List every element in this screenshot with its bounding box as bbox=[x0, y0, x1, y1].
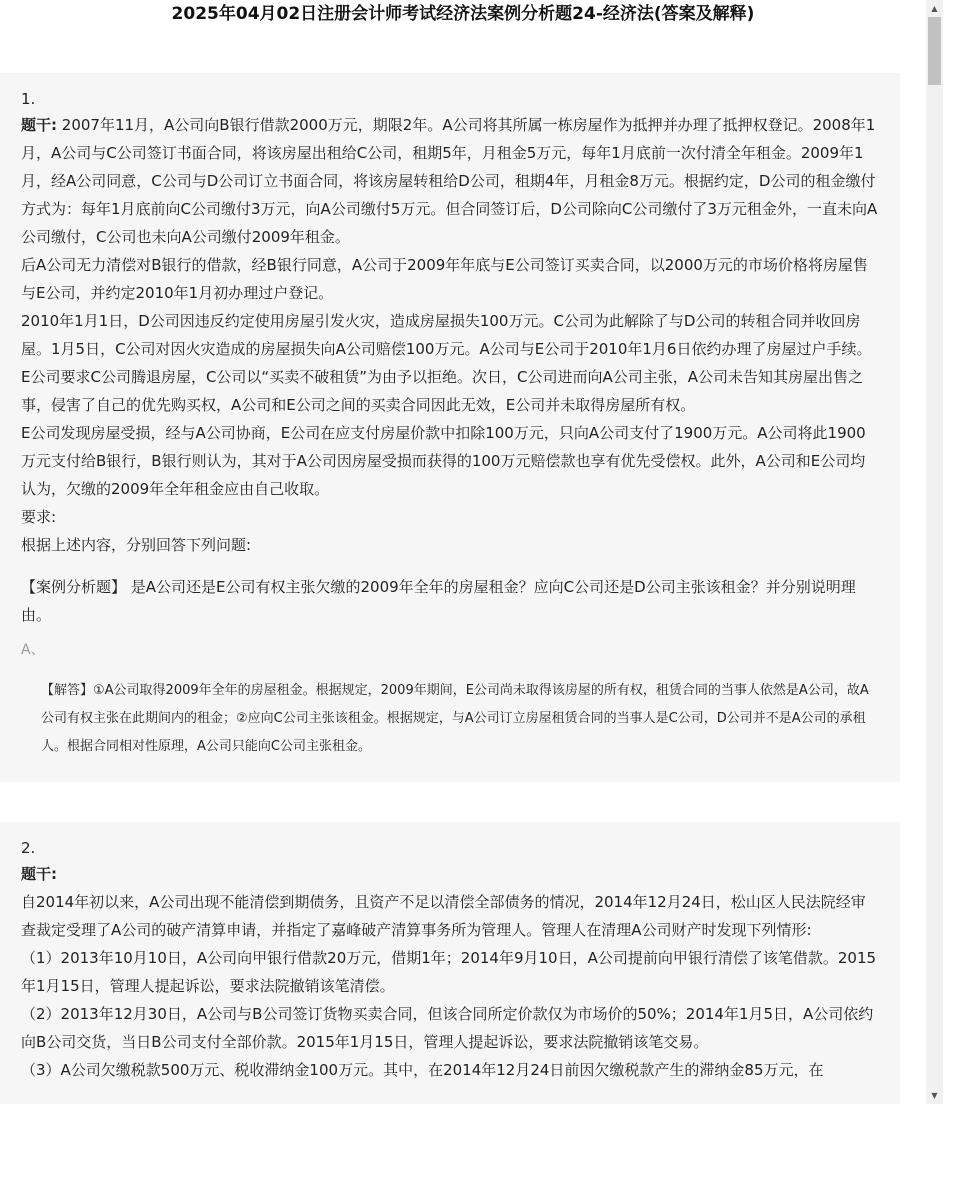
stem-paragraph-4: E公司发现房屋受损，经与A公司协商，E公司在应支付房屋价款中扣除100万元，只向A公司支付了1900万元。A公司将此1900万元支付给B银行，B银行则认为，其对于A公司因房屋受损而获得的100万元赔偿款也享有优先受偿权。此外，A公司和E公司均认为，欠缴的2009年全年租金应由自己收取。 bbox=[21, 424, 866, 498]
question-card-2 bbox=[0, 822, 900, 1104]
question-card-1 bbox=[0, 73, 900, 782]
answer-explanation: 【解答】①A公司取得2009年全年的房屋租金。根据规定，2009年期间，E公司尚未取得该房屋的所有权，租赁合同的当事人依然是A公司，故A公司有权主张在此期间内的租金；②应向C公司主张该租金。根据规定，与A公司订立房屋租赁合同的当事人是C公司，D公司并不是A公司的承租人。根据合同相对性原理，A公司只能向C公司主张租金。 bbox=[41, 683, 869, 754]
stem-paragraph-3: （2）2013年12月30日，A公司与B公司签订货物买卖合同，但该合同所定价款仅为市场价的50%；2014年1月5日，A公司依约向B公司交货，当日B公司支付全部价款。2015年1月15日，管理人提起诉讼，要求法院撤销该笔交易。 bbox=[21, 1005, 874, 1051]
page-title: 2025年04月02日注册会计师考试经济法案例分析题24-经济法(答案及解释) bbox=[171, 4, 755, 24]
stem-paragraph-3: 2010年1月1日，D公司因违反约定使用房屋引发火灾，造成房屋损失100万元。C公司为此解除了与D公司的转租合同并收回房屋。1月5日，C公司对因火灾造成的房屋损失向A公司赔偿100万元。A公司与E公司于2010年1月6日依约办理了房屋过户手续。E公司要求C公司腾退房屋，C公司以“买卖不破租赁”为由予以拒绝。次日，C公司进而向A公司主张，A公司未告知其房屋出售之事，侵害了自己的优先购买权，A公司和E公司之间的买卖合同因此无效，E公司并未取得房屋所有权。 bbox=[21, 312, 872, 414]
stem-paragraph-4: （3）A公司欠缴税款500万元、税收滞纳金100万元。其中，在2014年12月24日前因欠缴税款产生的滞纳金85万元，在 bbox=[21, 1061, 824, 1079]
stem-label: 题干: bbox=[21, 865, 57, 883]
requirement-text: 根据上述内容，分别回答下列问题: bbox=[21, 536, 252, 554]
stem-paragraph-2: （1）2013年10月10日，A公司向甲银行借款20万元，借期1年；2014年9月10日，A公司提前向甲银行清偿了该笔借款。2015年1月15日，管理人提起诉讼，要求法院撤销该笔清偿。 bbox=[21, 949, 877, 995]
case-question: 【案例分析题】 是A公司还是E公司有权主张欠缴的2009年全年的房屋租金？应向C公司还是D公司主张该租金？并分别说明理由。 bbox=[21, 578, 856, 624]
stem-paragraph-1 bbox=[21, 111, 880, 251]
content-viewport[interactable] bbox=[0, 30, 926, 1104]
question-number: 2. bbox=[21, 839, 36, 857]
scroll-down-arrow-icon[interactable]: ▼ bbox=[931, 1091, 938, 1100]
answer-option-a[interactable]: A、 bbox=[21, 642, 45, 658]
scroll-up-arrow-icon[interactable]: ▲ bbox=[931, 4, 938, 13]
requirement-label: 要求: bbox=[21, 508, 57, 526]
vertical-scrollbar[interactable] bbox=[926, 0, 943, 1104]
stem-label: 题干: bbox=[21, 116, 57, 134]
stem-paragraph-2: 后A公司无力清偿对B银行的借款，经B银行同意，A公司于2009年年底与E公司签订买卖合同，以2000万元的市场价格将房屋售与E公司，并约定2010年1月初办理过户登记。 bbox=[21, 256, 868, 302]
scroll-thumb[interactable] bbox=[928, 17, 941, 85]
stem-text: 2007年11月，A公司向B银行借款2000万元，期限2年。A公司将其所属一栋房屋作为抵押并办理了抵押权登记。2008年1月，A公司与C公司签订书面合同，将该房屋出租给C公司，租期5年，月租金5万元，每年1月底前一次付清全年租金。2009年1月，经A公司同意，C公司与D公司订立书面合同，将该房屋转租给D公司，租期4年，月租金8万元。根据约定，D公司的租金缴付方式为：每年1月底前向C公司缴付3万元，向A公司缴付5万元。但合同签订后，D公司除向C公司缴付了3万元租金外，一直未向A公司缴付，C公司也未向A公司缴付2009年租金。 bbox=[21, 116, 878, 246]
question-number: 1. bbox=[21, 90, 36, 108]
stem-paragraph-1: 自2014年初以来，A公司出现不能清偿到期债务，且资产不足以清偿全部债务的情况，2014年12月24日，松山区人民法院经审查裁定受理了A公司的破产清算申请，并指定了嘉峰破产清算事务所为管理人。管理人在清理A公司财产时发现下列情形: bbox=[21, 893, 866, 939]
